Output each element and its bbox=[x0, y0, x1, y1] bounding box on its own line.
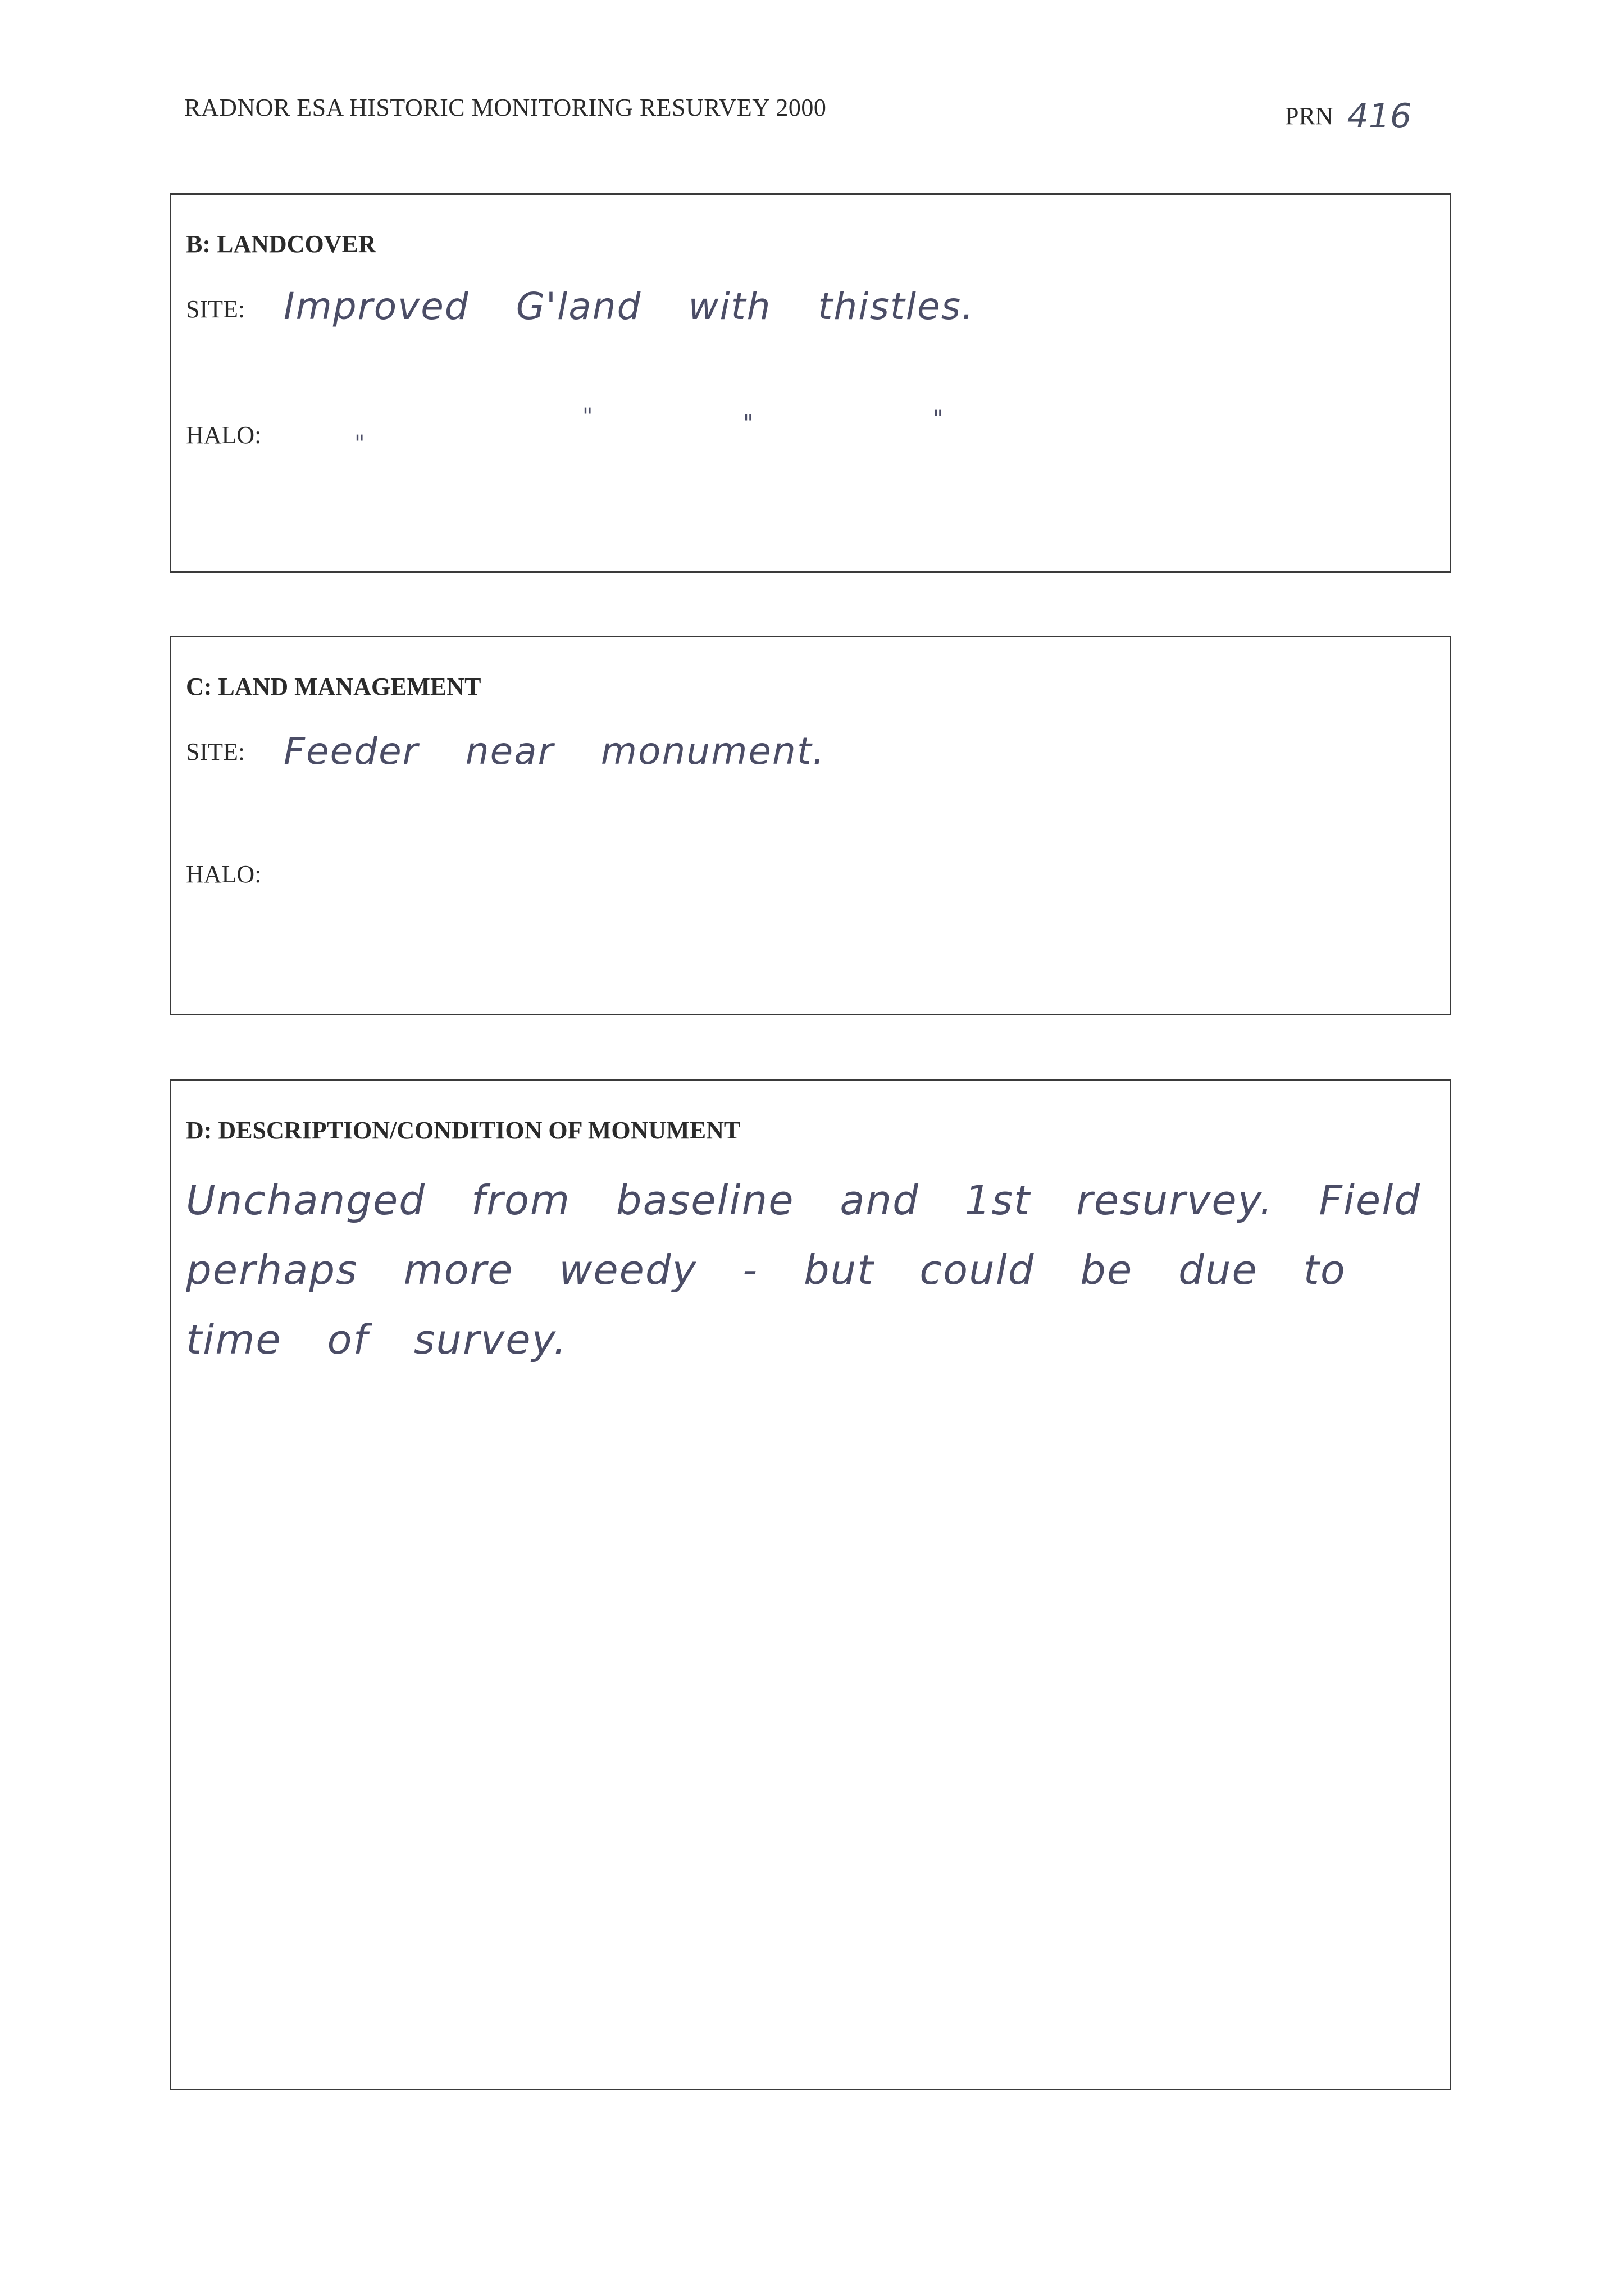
land-management-section bbox=[170, 636, 1451, 1015]
landcover-halo-label: HALO: bbox=[186, 421, 262, 449]
prn-value-handwritten: 416 bbox=[1347, 97, 1412, 136]
halo-ditto-mark: " bbox=[743, 411, 754, 436]
land-management-site-value: Feeder near monument. bbox=[284, 730, 826, 773]
land-management-site-label: SITE: bbox=[186, 738, 245, 766]
landcover-section bbox=[170, 193, 1451, 573]
land-management-heading: C: LAND MANAGEMENT bbox=[186, 673, 481, 700]
land-management-halo-label: HALO: bbox=[186, 860, 262, 888]
prn-label: PRN bbox=[1285, 102, 1333, 130]
halo-ditto-mark: " bbox=[582, 404, 593, 430]
form-title: RADNOR ESA HISTORIC MONITORING RESURVEY 2000 bbox=[184, 94, 827, 121]
prn-field bbox=[1285, 93, 1412, 136]
description-text: Unchanged from baseline and 1st resurvey. Field perhaps more weedy - but could be due to time of survey. bbox=[186, 1177, 1421, 1363]
halo-ditto-mark: " bbox=[933, 406, 944, 432]
halo-ditto-mark: " bbox=[354, 431, 365, 457]
description-section bbox=[170, 1079, 1451, 2090]
landcover-site-label: SITE: bbox=[186, 295, 245, 323]
landcover-heading: B: LANDCOVER bbox=[186, 230, 376, 258]
description-heading: D: DESCRIPTION/CONDITION OF MONUMENT bbox=[186, 1117, 741, 1144]
landcover-site-value: Improved G'land with thistles. bbox=[284, 285, 975, 328]
